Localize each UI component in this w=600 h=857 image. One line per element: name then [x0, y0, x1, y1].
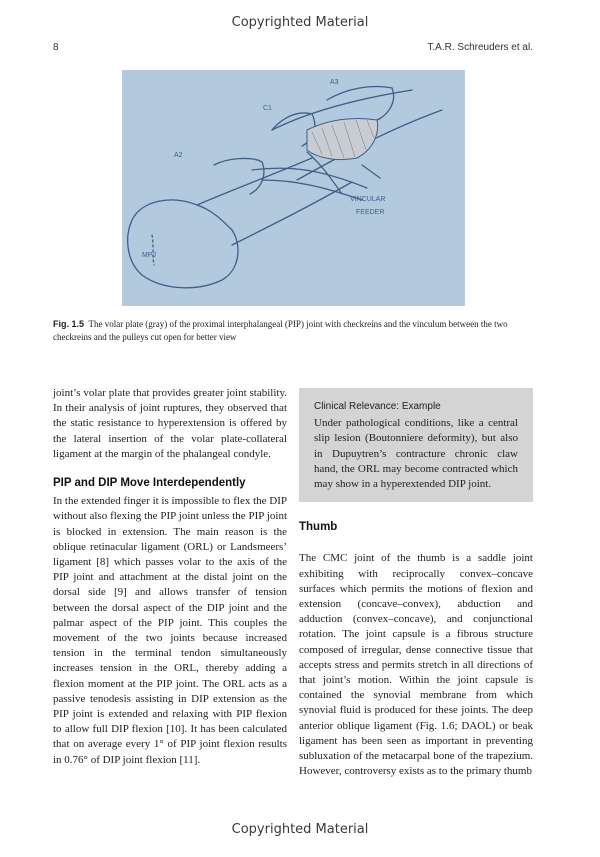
watermark-bottom: Copyrighted Material — [231, 822, 369, 837]
label-c1: C1 — [263, 105, 272, 112]
label-a2: A2 — [174, 152, 183, 159]
label-vincular: VINCULAR — [350, 196, 386, 203]
watermark-top: Copyrighted Material — [231, 15, 369, 30]
left-paragraph-1: joint’s volar plate that provides greater joint stability. In their analysis of joint ruptures, they observed that the static resistance to hyperextension is offered by the lateral insertion of the volar plate-collateral ligament at the margin of the phalangeal condyle. — [53, 387, 287, 460]
caption-text: The volar plate (gray) of the proximal interphalangeal (PIP) joint with checkreins and the vinculum between the two checkreins and the pulleys cut open for better view — [53, 319, 508, 342]
right-paragraph: The CMC joint of the thumb is a saddle joint exhibiting with reciprocally convex–concave surfaces which permits the motions of flexion and extension (concave–convex), abduction and adduction (convex–concave), and conjunctional rotation. The joint capsule is a fibrous structure composed of irregular, dense connective tissue that accepts stress and permits stretch in all directions of that joint’s motion. Within the joint capsule is contained the synovial membrane from which synovial fluid is produced for these joints. The deep anterior oblique ligament (Fig. 1.6; DAOL) or beak ligament has been seen as important in preventing subluxation of the metacarpal bone of the trapezium. However, controversy exists as to the primary thumb — [299, 552, 533, 778]
clinical-box-text: Under pathological conditions, like a central slip lesion (Boutonniere deformity), but also in Dupuytren’s contracture chronic claw hand, the ORL may become contracted which may show in a hyperextended DIP joint. — [314, 417, 518, 491]
anatomy-figure — [122, 70, 465, 306]
finger-illustration — [122, 70, 465, 306]
running-title: T.A.R. Schreuders et al. — [427, 42, 533, 53]
section-heading-pip-dip: PIP and DIP Move Interdependently — [53, 477, 246, 490]
label-feeder: FEEDER — [356, 209, 385, 216]
clinical-relevance-box — [299, 388, 533, 502]
right-column — [299, 388, 533, 779]
left-column — [53, 386, 287, 768]
figure-caption — [53, 318, 533, 344]
left-paragraph-2: In the extended finger it is impossible to flex the DIP without also flexing the PIP joint unless the PIP joint is blocked in extension. The main reason is the oblique retinacular ligament (ORL) or Landsmeers’ ligament [8] which passes volar to the axis of the PIP joint and attachment at the distal joint on the dorsal side [9] and allows transfer of tension between the dorsal aspect of the DIP joint and the palmar aspect of the PIP joint. This couples the movement of the two joints because increased tension in the terminal tendon simultaneously increases tension in the ORL, thereby adding a flexion moment at the PIP joint. The ORL acts as a passive tenodesis assisting in DIP extension as the PIP joint is extended and relaxing with PIP flexion to allow full DIP flexion [10]. It has been calculated that on average every 1° of PIP joint flexion results in 0.76° of DIP joint flexion [11]. — [53, 495, 288, 766]
label-a3: A3 — [330, 79, 339, 86]
section-heading-thumb: Thumb — [299, 521, 338, 534]
page-number: 8 — [53, 42, 59, 53]
clinical-box-title: Clinical Relevance: Example — [314, 401, 441, 412]
caption-label: Fig. 1.5 — [53, 319, 85, 329]
label-mpj: MPJ — [142, 252, 156, 259]
